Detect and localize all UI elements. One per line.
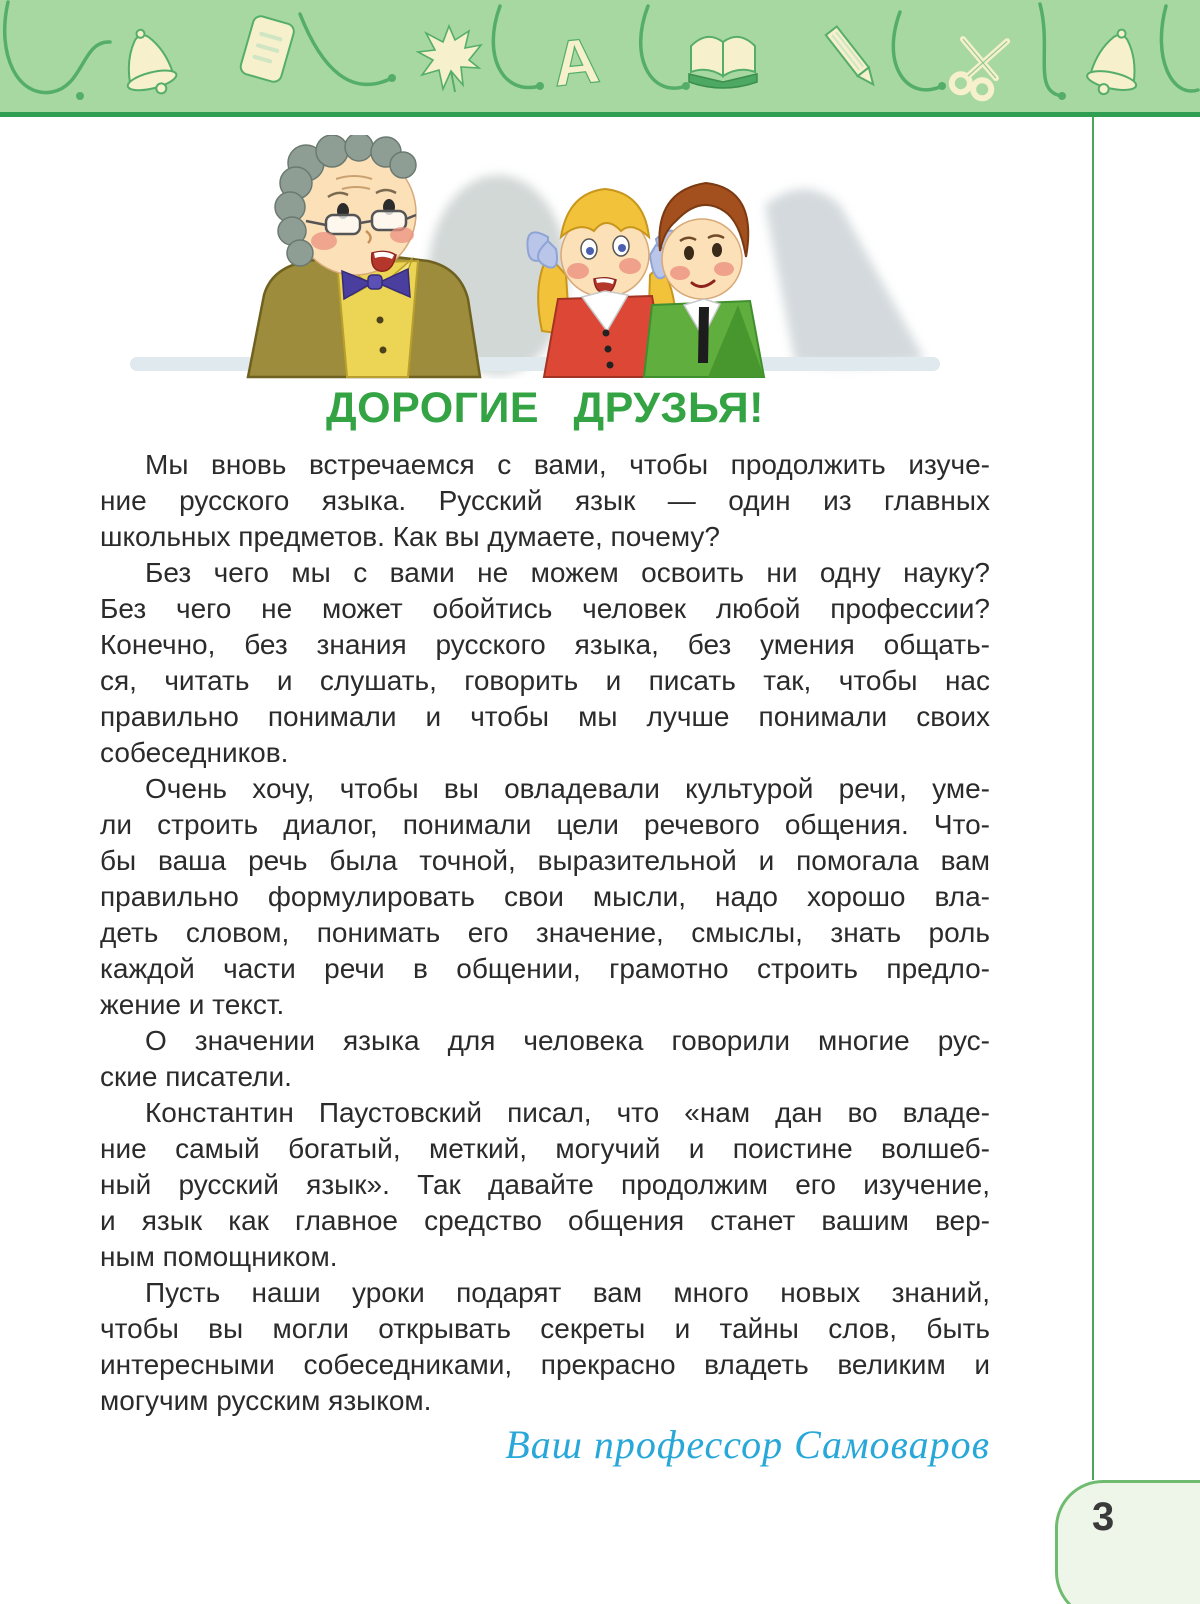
paragraph xyxy=(100,555,990,771)
decorative-header-band xyxy=(0,0,1200,117)
text-line: ли строить диалог, понимали цели речевого общения. Что- xyxy=(100,809,990,840)
text-line: Константин Паустовский писал, что «нам дан во владе- xyxy=(145,1097,990,1128)
svg-text:А: А xyxy=(549,23,603,101)
body-paragraphs xyxy=(100,447,990,1419)
signature: Ваш профессор Самоваров xyxy=(505,1422,990,1467)
text-line: Конечно, без знания русского языка, без умения общать- xyxy=(100,629,990,660)
text-line: ным помощником. xyxy=(100,1241,338,1272)
text-line: Очень хочу, чтобы вы овладевали культурой речи, уме- xyxy=(145,773,990,804)
text-line: О значении языка для человека говорили многие рус- xyxy=(145,1025,990,1056)
shadow-blobs xyxy=(130,175,940,375)
paragraph xyxy=(100,1275,990,1419)
text-line: правильно формулировать свои мысли, надо хорошо вла- xyxy=(100,881,990,912)
letter-a-icon xyxy=(549,24,602,100)
page-number: 3 xyxy=(1092,1495,1115,1539)
text-line: школьных предметов. Как вы думаете, почему? xyxy=(100,521,720,552)
text-line: собеседников. xyxy=(100,737,289,768)
text-line: ние русского языка. Русский язык — один из главных xyxy=(100,485,990,516)
text-line: каждой части речи в общении, грамотно строить предло- xyxy=(100,953,990,984)
paragraph xyxy=(100,447,990,555)
text-line: интересными собеседниками, прекрасно владеть великим и xyxy=(100,1349,990,1380)
text-line: могучим русским языком. xyxy=(100,1385,432,1416)
text-line: ние самый богатый, меткий, могучий и поистине волшеб- xyxy=(100,1133,990,1164)
text-line: Мы вновь встречаемся с вами, чтобы продолжить изуче- xyxy=(145,449,990,480)
page-content xyxy=(100,117,990,1469)
paragraph xyxy=(100,1095,990,1275)
text-line: правильно понимали и чтобы мы лучше понимали своих xyxy=(100,701,990,732)
page-margin-rule xyxy=(1092,117,1094,1480)
page-number-tab xyxy=(1055,1480,1200,1604)
page-title: ДОРОГИЕ ДРУЗЬЯ! xyxy=(326,384,764,432)
text-line: ские писатели. xyxy=(100,1061,292,1092)
paragraph xyxy=(100,771,990,1023)
text-line: ный русский язык». Так давайте продолжим его изучение, xyxy=(100,1169,990,1200)
text-line: ся, читать и слушать, говорить и писать так, чтобы нас xyxy=(100,665,990,696)
text-line: Пусть наши уроки подарят вам много новых знаний, xyxy=(145,1277,990,1308)
header-band-art xyxy=(0,0,1200,117)
illustration-professor-and-children xyxy=(100,135,990,379)
text-line: бы ваша речь была точной, выразительной и помогала вам xyxy=(100,845,990,876)
text-line: чтобы вы могли открывать секреты и тайны слов, быть xyxy=(100,1313,990,1344)
text-line: Без чего мы с вами не можем освоить ни одну науку? xyxy=(145,557,990,588)
text-line: деть словом, понимать его значение, смыслы, знать роль xyxy=(100,917,990,948)
text-line: жение и текст. xyxy=(100,989,285,1020)
text-line: и язык как главное средство общения станет вашим вер- xyxy=(100,1205,990,1236)
text-line: Без чего не может обойтись человек любой профессии? xyxy=(100,593,990,624)
paragraph xyxy=(100,1023,990,1095)
